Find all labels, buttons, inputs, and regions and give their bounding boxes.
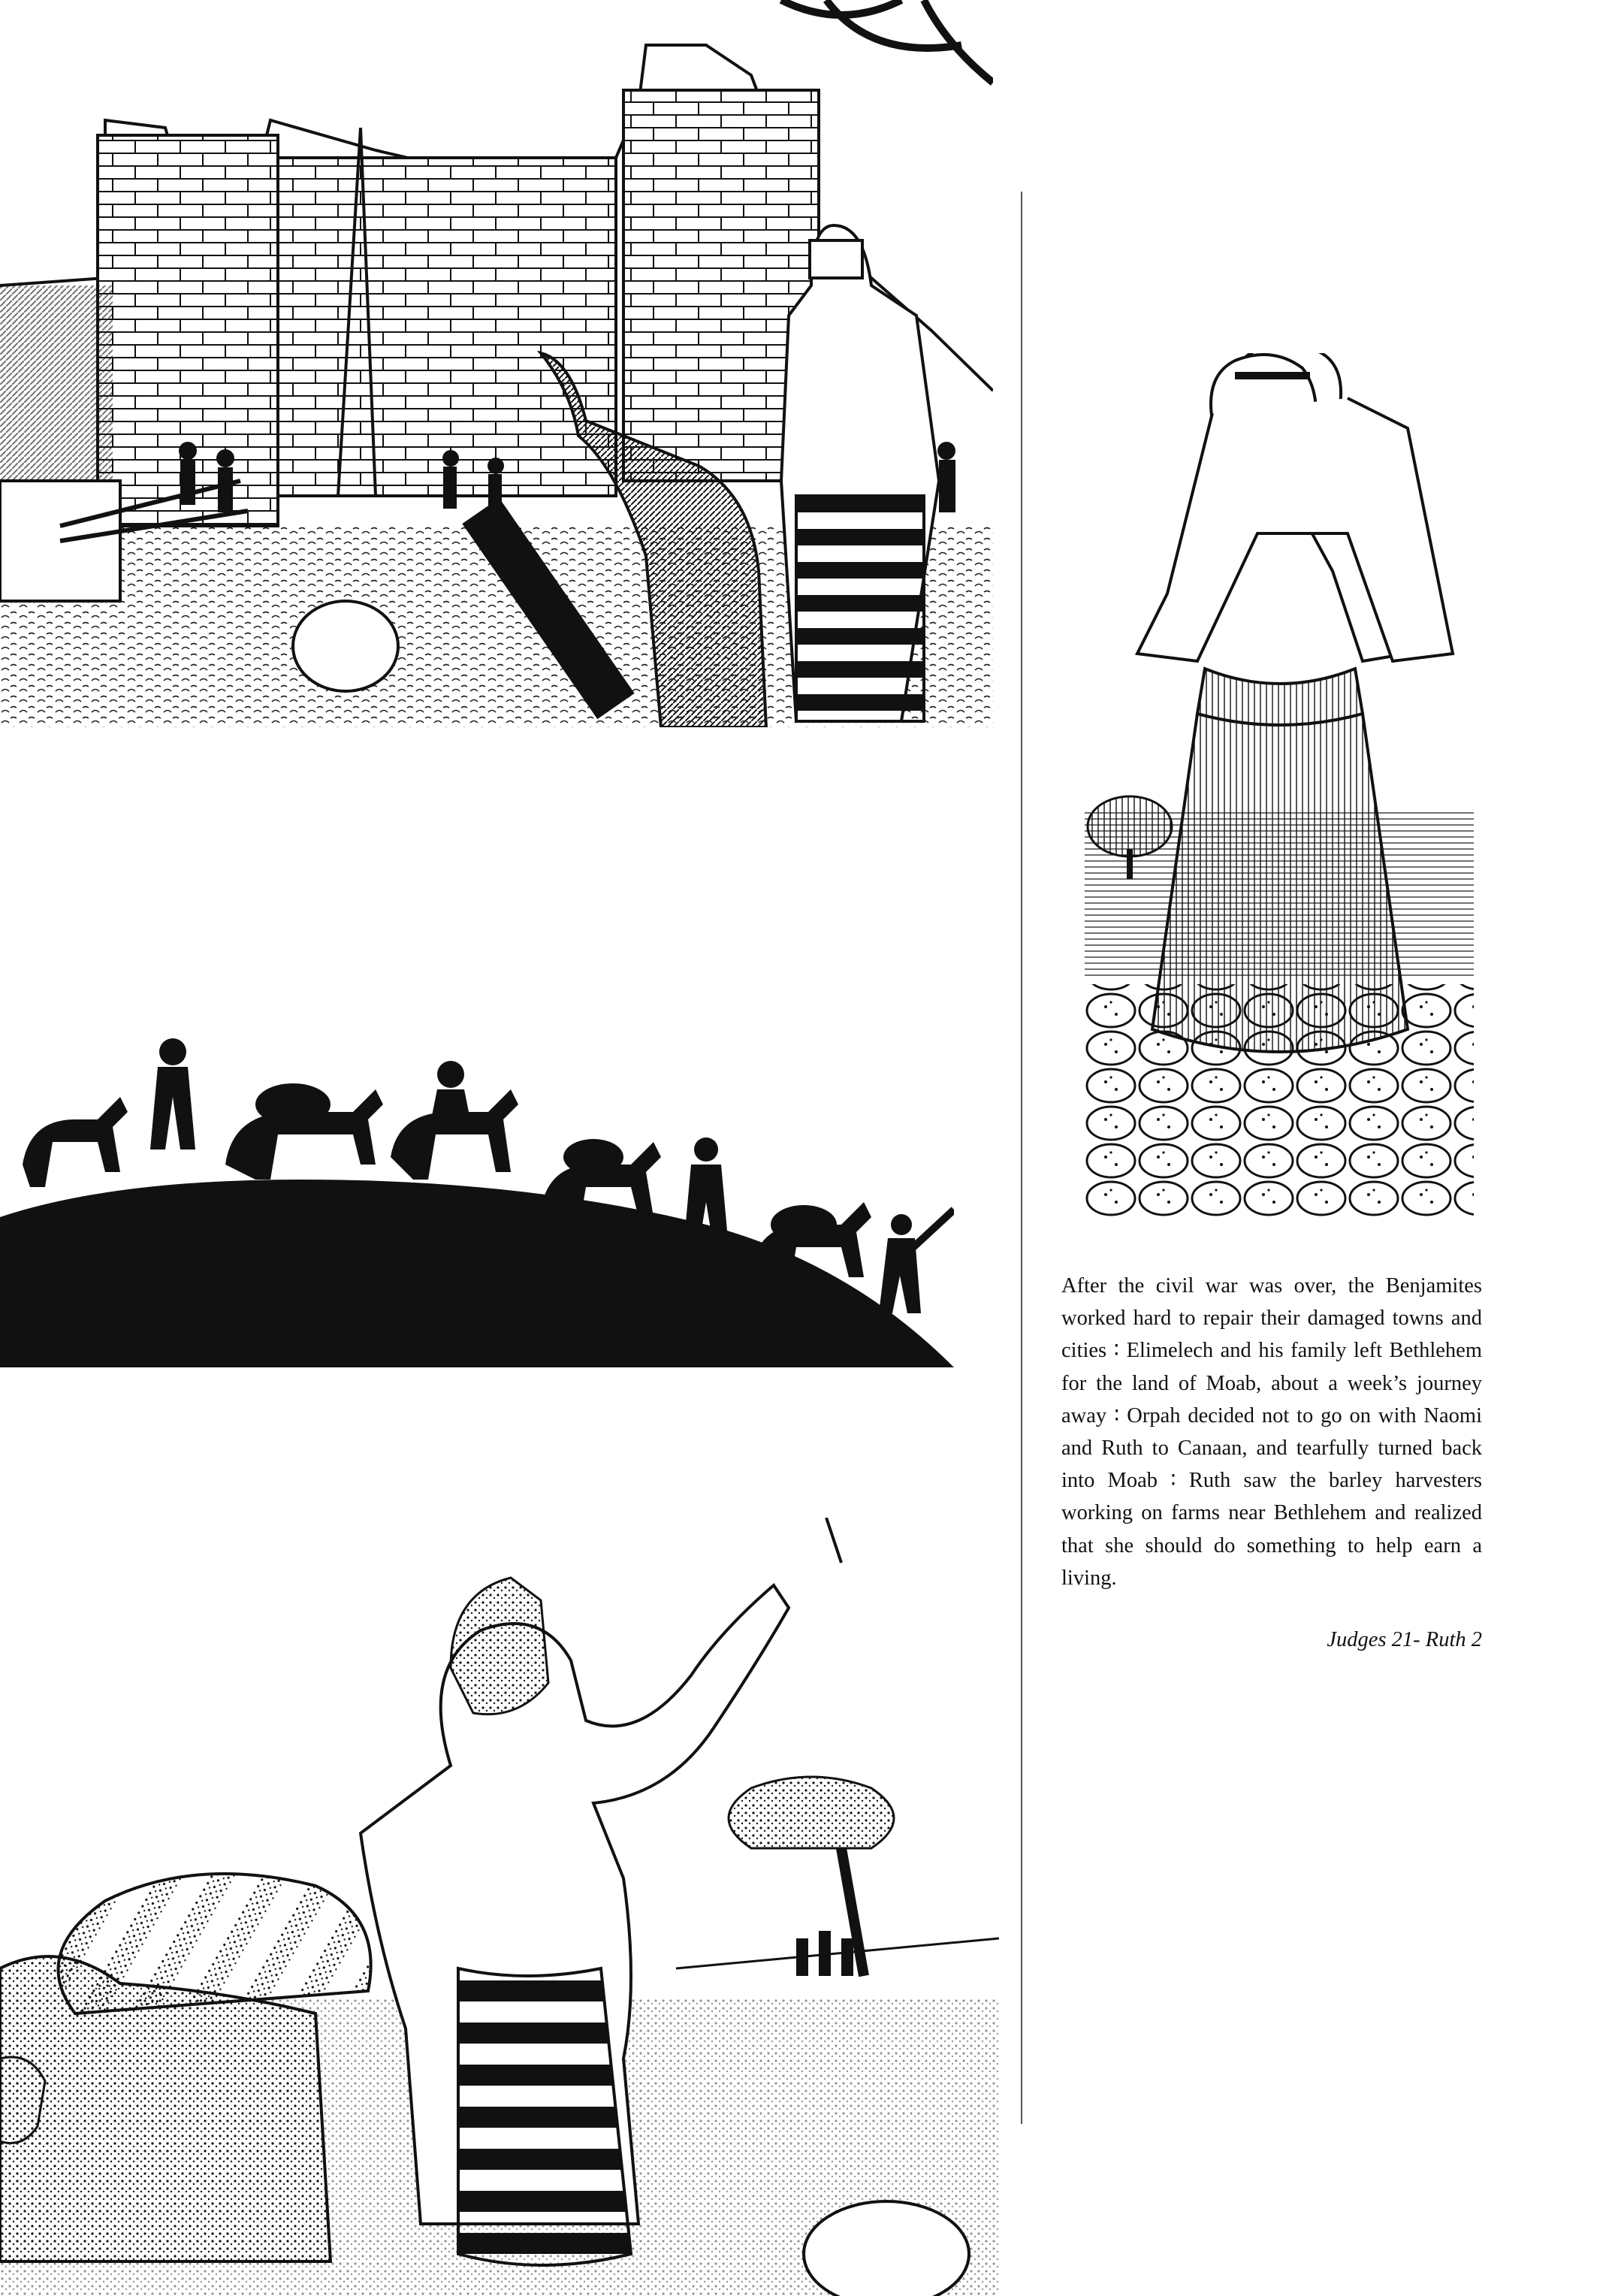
illustration-caravan-silhouette [0, 1037, 954, 1367]
illustration-rebuilding-walls [0, 0, 993, 727]
illustration-ruth-portrait [1085, 353, 1474, 1217]
caption-text [1061, 1270, 1482, 1594]
column-divider [1021, 192, 1022, 2124]
scripture-reference: Judges 21- Ruth 2 [1327, 1628, 1482, 1651]
illustration-orpah-farewell [0, 1518, 999, 2296]
caption-paragraph: After the civil war was over, the Benjamites worked hard to repair their damaged towns and cities ∶ Elimelech and his family left Bethlehem for the land of Moab, about a week’s journey away ∶ Orpah decided not to go on with Naomi and Ruth to Canaan, and tearfully turned back into Moab ∶ Ruth saw the barley harvesters working on farms near Bethlehem and realized that she should do something to help earn a living. [1061, 1274, 1482, 1590]
